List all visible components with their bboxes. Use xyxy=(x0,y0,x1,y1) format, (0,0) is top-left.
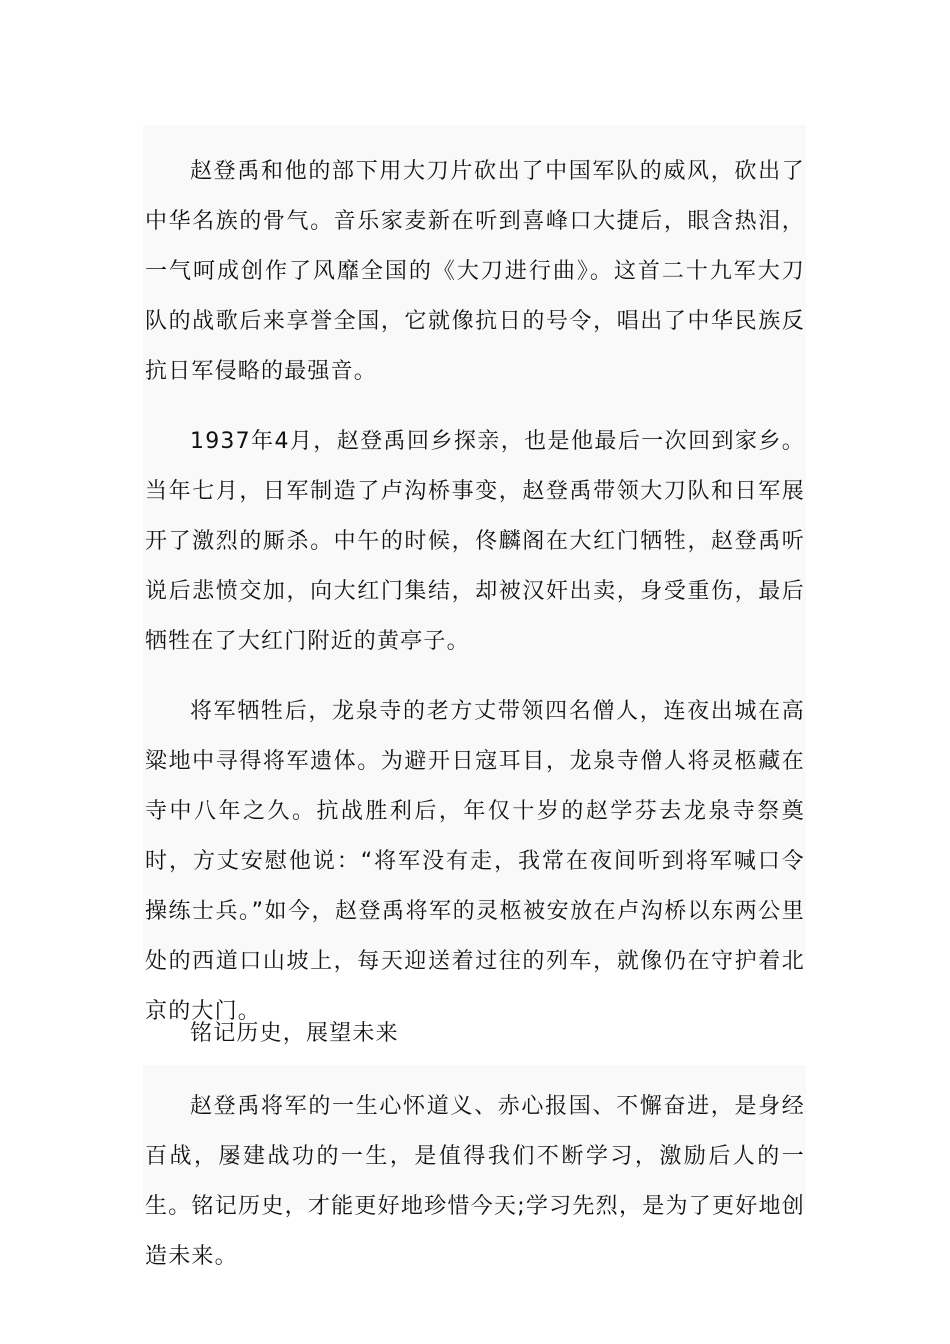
body-paragraph: 赵登禹和他的部下用大刀片砍出了中国军队的威风，砍出了中华名族的骨气。音乐家麦新在听到喜峰口大捷后，眼含热泪，一气呵成创作了风靡全国的《大刀进行曲》。这首二十九军大刀队的战歌后来享誉全国，它就像抗日的号令，唱出了中华民族反抗日军侵略的最强音。 xyxy=(145,159,805,384)
body-paragraph: 赵登禹将军的一生心怀道义、赤心报国、不懈奋进，是身经百战，屡建战功的一生，是值得我们不断学习，激励后人的一生。铭记历史，才能更好地珍惜今天;学习先烈，是为了更好地创造未来。 xyxy=(145,1094,805,1269)
body-paragraph: 1937年4月，赵登禹回乡探亲，也是他最后一次回到家乡。当年七月，日军制造了卢沟桥事变，赵登禹带领大刀队和日军展开了激烈的厮杀。中午的时候，佟麟阁在大红门牺牲，赵登禹听说后悲愤交加，向大红门集结，却被汉奸出卖，身受重伤，最后牺牲在了大红门附近的黄亭子。 xyxy=(145,429,805,654)
section-heading: 铭记历史，展望未来 xyxy=(190,1021,399,1046)
body-paragraph: 将军牺牲后，龙泉寺的老方丈带领四名僧人，连夜出城在高粱地中寻得将军遗体。为避开日寇耳目，龙泉寺僧人将灵柩藏在寺中八年之久。抗战胜利后，年仅十岁的赵学芬去龙泉寺祭奠时，方丈安慰他说：“将军没有走，我常在夜间听到将军喊口令操练士兵。”如今，赵登禹将军的灵柩被安放在卢沟桥以东两公里处的西道口山坡上，每天迎送着过往的列车，就像仍在守护着北京的大门。 xyxy=(145,699,805,1024)
